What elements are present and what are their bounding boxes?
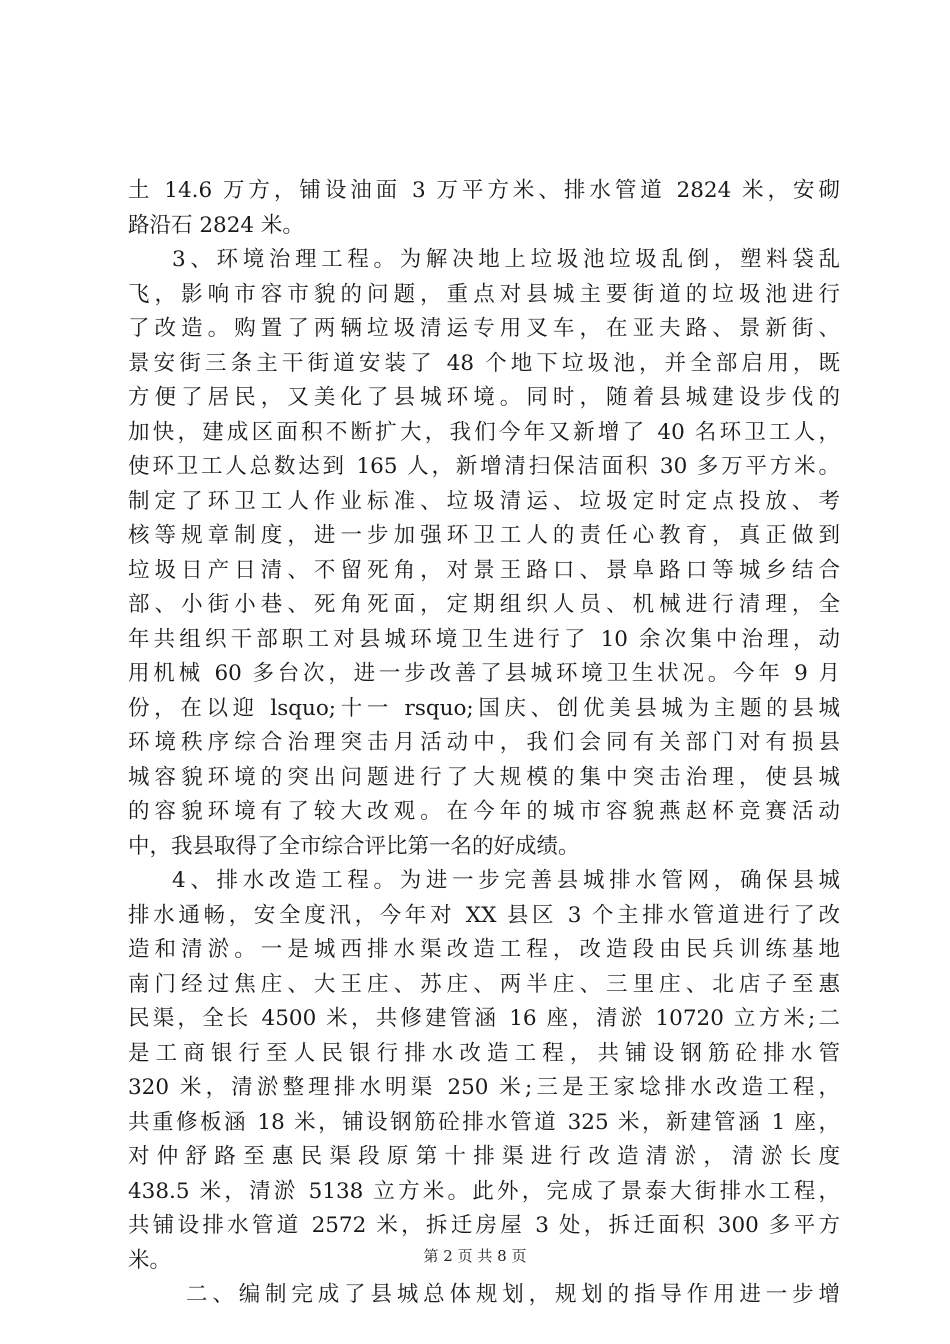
text-line: 制定了环卫工人作业标准、垃圾清运、垃圾定时定点投放、考 <box>128 488 840 514</box>
page-footer <box>0 1245 950 1266</box>
text-line: 垃圾日产日清、不留死角，对景王路口、景阜路口等城乡结合 <box>128 557 840 583</box>
text-line: 民渠，全长 4500 米，共修建管涵 16 座，清淤 10720 立方米;二 <box>128 1006 840 1031</box>
text-line: 共重修板涵 18 米，铺设钢筋砼排水管道 325 米，新建管涵 1 座， <box>128 1109 840 1135</box>
text-line: 米。 <box>128 1247 172 1273</box>
document-body <box>128 174 840 1313</box>
text-line: 造和清淤。一是城西排水渠改造工程，改造段由民兵训练基地 <box>128 937 840 962</box>
text-line: 方便了居民，又美化了县城环境。同时，随着县城建设步伐的 <box>128 385 840 410</box>
text-line: 核等规章制度，进一步加强环卫工人的责任心教育，真正做到 <box>128 523 840 548</box>
text-line: 年共组织干部职工对县城环境卫生进行了 10 余次集中治理，动 <box>128 626 840 652</box>
page-number: 第 2 页 共 8 页 <box>423 1247 527 1265</box>
text-line: 部、小街小巷、死角死面，定期组织人员、机械进行清理，全 <box>128 592 840 617</box>
text-line: 路沿石 2824 米。 <box>128 212 304 238</box>
paragraph-start-line: 3、环境治理工程。为解决地上垃圾池垃圾乱倒，塑料袋乱 <box>172 247 840 272</box>
text-line: 对仲舒路至惠民渠段原第十排渠进行改造清淤，清淤长度 <box>128 1144 840 1169</box>
text-line: 了改造。购置了两辆垃圾清运专用叉车，在亚夫路、景新街、 <box>128 316 840 341</box>
section-heading-line: 二、编制完成了县城总体规划，规划的指导作用进一步增 <box>186 1282 840 1307</box>
text-line: 城容貌环境的突出问题进行了大规模的集中突击治理，使县城 <box>128 764 840 790</box>
text-line: 320 米，清淤整理排水明渠 250 米;三是王家埝排水改造工程， <box>128 1075 840 1100</box>
text-line: 是工商银行至人民银行排水改造工程，共铺设钢筋砼排水管 <box>128 1040 840 1066</box>
text-line: 用机械 60 多台次，进一步改善了县城环境卫生状况。今年 9 月 <box>128 661 840 686</box>
text-line: 的容貌环境有了较大改观。在今年的城市容貌燕赵杯竞赛活动 <box>128 799 840 824</box>
text-line: 共铺设排水管道 2572 米，拆迁房屋 3 处，拆迁面积 300 多平方 <box>128 1213 840 1238</box>
text-line: 南门经过焦庄、大王庄、苏庄、两半庄、三里庄、北店子至惠 <box>128 971 840 997</box>
text-line: 中，我县取得了全市综合评比第一名的好成绩。 <box>128 833 580 859</box>
text-line: 加快，建成区面积不断扩大，我们今年又新增了 40 名环卫工人， <box>128 419 840 445</box>
paragraph-start-line: 4、排水改造工程。为进一步完善县城排水管网，确保县城 <box>172 868 840 893</box>
text-line: 飞，影响市容市貌的问题，重点对县城主要街道的垃圾池进行 <box>128 281 840 307</box>
text-line: 排水通畅，安全度汛，今年对 XX 县区 3 个主排水管道进行了改 <box>128 902 840 928</box>
text-line: 环境秩序综合治理突击月活动中，我们会同有关部门对有损县 <box>128 730 840 755</box>
text-line: 份，在以迎 lsquo;十一 rsquo;国庆、创优美县城为主题的县城 <box>128 695 840 721</box>
text-line: 使环卫工人总数达到 165 人，新增清扫保洁面积 30 多万平方米。 <box>128 454 840 479</box>
text-line: 景安街三条主干街道安装了 48 个地下垃圾池，并全部启用，既 <box>128 350 840 376</box>
text-line: 438.5 米，清淤 5138 立方米。此外，完成了景泰大街排水工程， <box>128 1178 840 1204</box>
text-line: 土 14.6 万方，铺设油面 3 万平方米、排水管道 2824 米，安砌 <box>128 178 840 203</box>
